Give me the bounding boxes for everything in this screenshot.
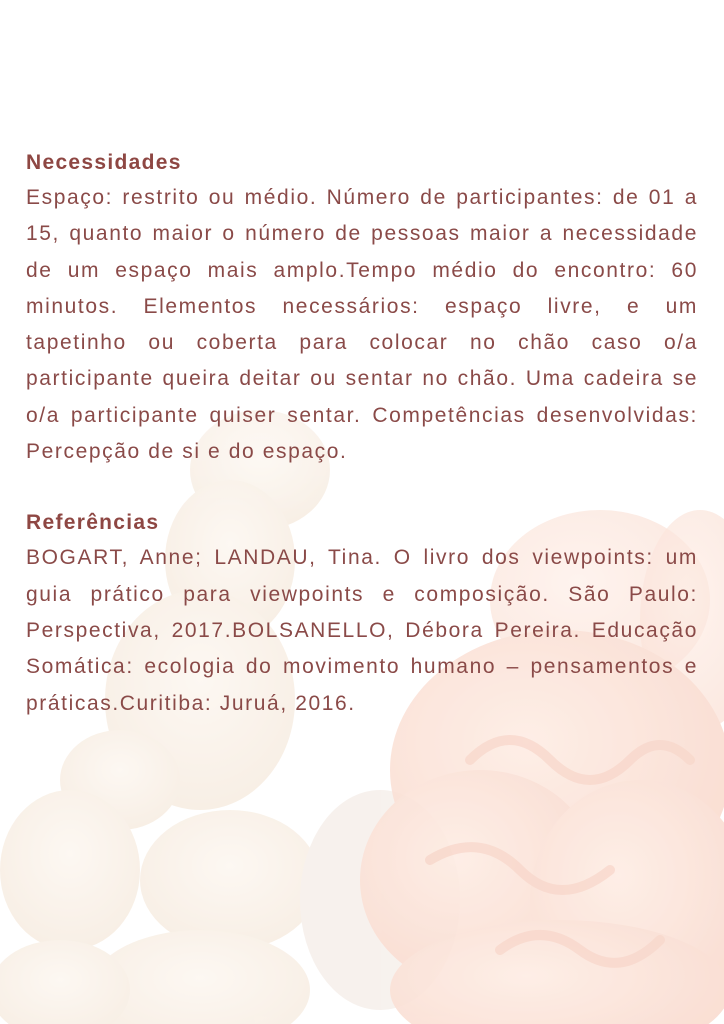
- section-title-necessidades: Necessidades: [26, 151, 182, 174]
- section-necessidades: [26, 146, 698, 470]
- section-title-referencias: Referências: [26, 511, 160, 535]
- section-spacer: [26, 470, 698, 506]
- section-body-referencias: BOGART, Anne; LANDAU, Tina. O livro dos viewpoints: um guia prático para viewpoints e composição. São Paulo: Perspectiva, 2017.BOLSANELLO, Débora Pereira. Educação Somática: ecologia do movimento humano – pensamentos e práticas.Curitiba: Juruá, 2016.: [26, 546, 698, 715]
- section-referencias: [26, 506, 698, 721]
- main-content: [26, 146, 698, 722]
- section-body-necessidades: Espaço: restrito ou médio. Número de participantes: de 01 a 15, quanto maior o número de pessoas maior a necessidade de um espaço mais amplo.Tempo médio do encontro: 60 minutos. Elementos necessários: espaço livre, e um tapetinho ou coberta para colocar no chão caso o/a participante queira deitar ou sentar no chão. Uma cadeira se o/a participante quiser sentar. Competências desenvolvidas: Percepção de si e do espaço.: [26, 186, 698, 464]
